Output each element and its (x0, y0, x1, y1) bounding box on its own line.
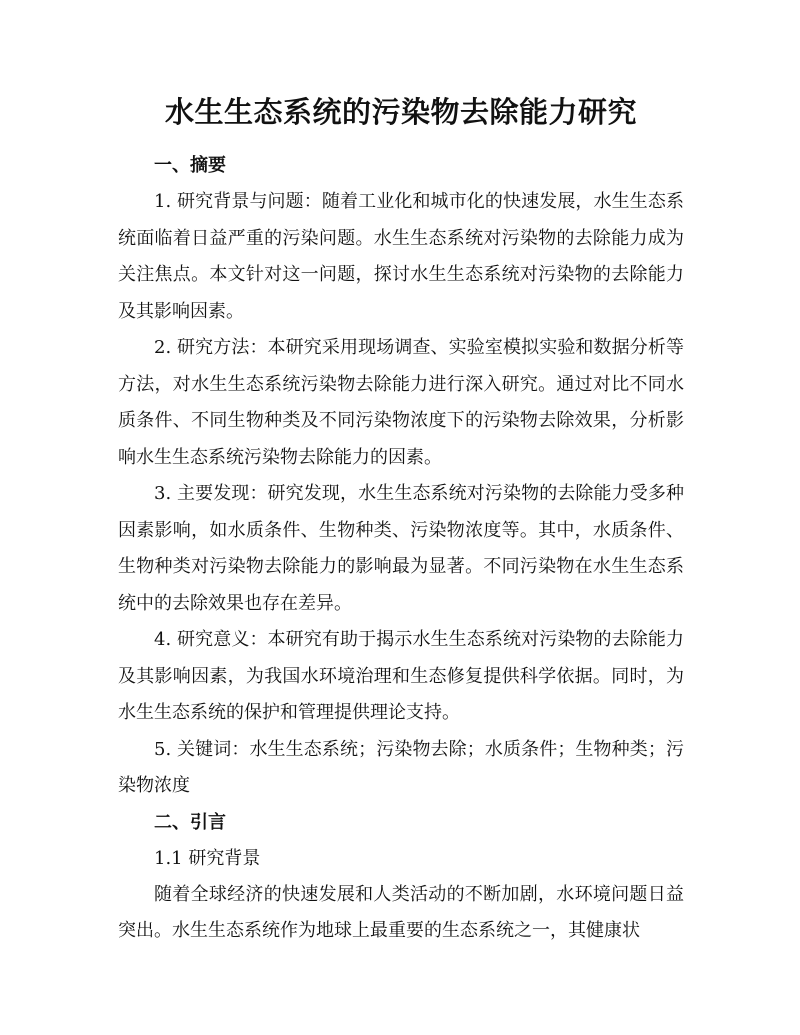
section-heading-abstract: 一、摘要 (154, 155, 226, 176)
abstract-item-methods: 2. 研究方法：本研究采用现场调查、实验室模拟实验和数据分析等方法，对水生生态系统污染物去除能力进行深入研究。通过对比不同水质条件、不同生物种类及不同污染物浓度下的污染物去除效果，分析影响水生生态系统污染物去除能力的因素。 (118, 337, 684, 468)
introduction-paragraph: 随着全球经济的快速发展和人类活动的不断加剧，水环境问题日益突出。水生生态系统作为地球上最重要的生态系统之一，其健康状 (118, 883, 684, 941)
abstract-item-significance: 4. 研究意义：本研究有助于揭示水生生态系统对污染物的去除能力及其影响因素，为我国水环境治理和生态修复提供科学依据。同时，为水生生态系统的保护和管理提供理论支持。 (118, 629, 684, 723)
abstract-item-keywords: 5. 关键词：水生生态系统；污染物去除；水质条件；生物种类；污染物浓度 (118, 738, 684, 796)
subsection-heading-background: 1.1 研究背景 (154, 847, 261, 869)
document-title: 水生生态系统的污染物去除能力研究 (164, 95, 637, 129)
abstract-item-background: 1. 研究背景与问题：随着工业化和城市化的快速发展，水生生态系统面临着日益严重的污染问题。水生生态系统对污染物的去除能力成为关注焦点。本文针对这一问题，探讨水生生态系统对污染物的去除能力及其影响因素。 (118, 191, 684, 322)
section-heading-introduction: 二、引言 (154, 811, 226, 833)
document-page (118, 92, 684, 950)
abstract-item-findings: 3. 主要发现：研究发现，水生生态系统对污染物的去除能力受多种因素影响，如水质条件、生物种类、污染物浓度等。其中，水质条件、生物种类对污染物去除能力的影响最为显著。不同污染物在水生生态系统中的去除效果也存在差异。 (118, 483, 684, 614)
